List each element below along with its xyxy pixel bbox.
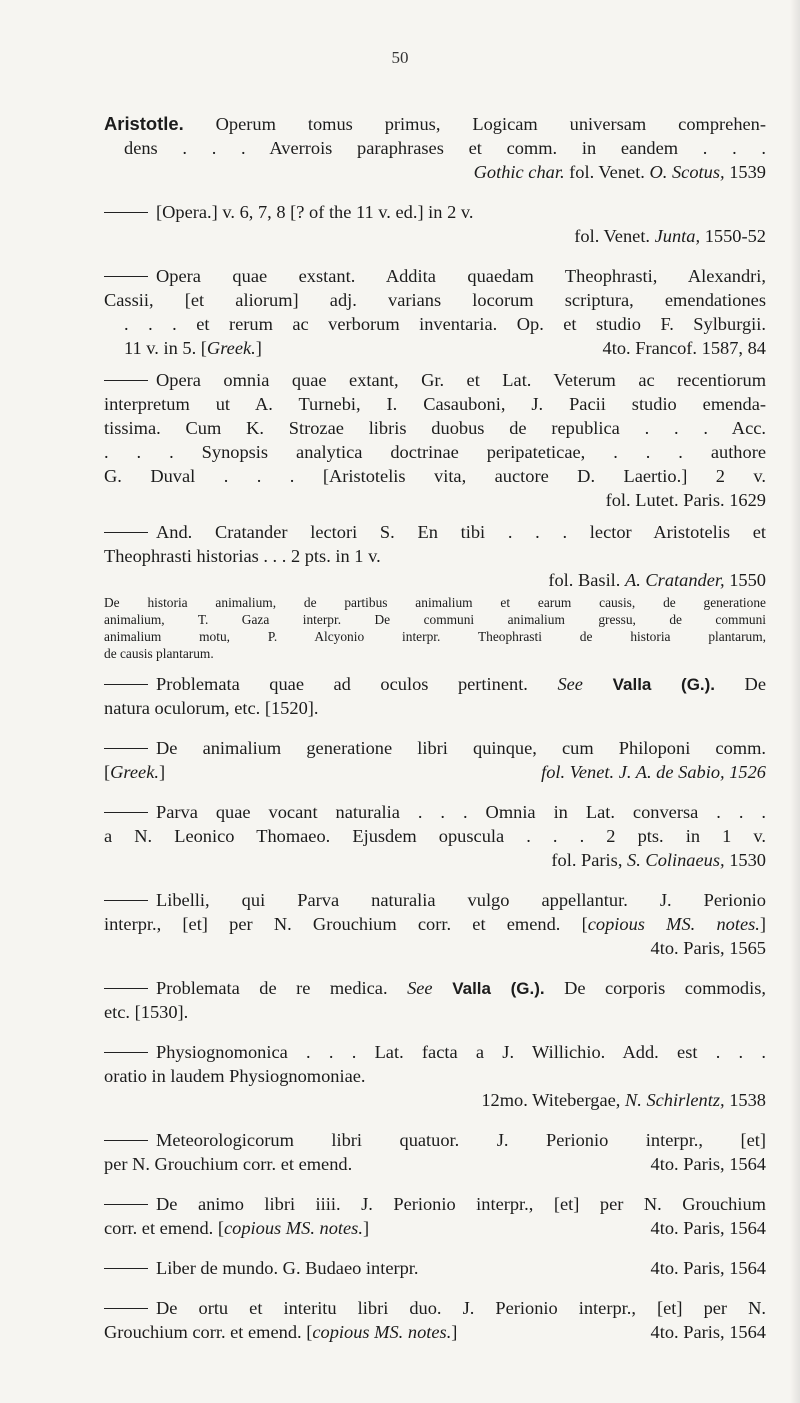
entry-line: oratio in laudem Physiognomoniae. (104, 1066, 366, 1086)
note-line: animalium motu, P. Alcyonio interpr. Theophrasti de historia plantarum, (104, 629, 766, 644)
entry-imprint: Grouchium corr. et emend. [copious MS. notes.] 4to. Paris, 1564 (104, 1322, 766, 1342)
catalogue-entry (104, 888, 766, 960)
ditto-dash (104, 748, 148, 749)
entry-line: De animo libri iiii. J. Perionio interpr., [et] per N. Grouchium (104, 1192, 766, 1216)
entry-line: Meteorologicorum libri quatuor. J. Perionio interpr., [et] (104, 1128, 766, 1152)
entry-imprint: 4to. Paris, 1565 (650, 938, 766, 958)
catalogue-entry (104, 264, 766, 360)
entry-line: tissima. Cum K. Strozae libris duobus de republica . . . Acc. (104, 418, 766, 438)
entry-line: Parva quae vocant naturalia . . . Omnia in Lat. conversa . . . (104, 800, 766, 824)
entry-line: Aristotle. Operum tomus primus, Logicam universam comprehen- (104, 113, 766, 134)
entry-line: De ortu et interitu libri duo. J. Perionio interpr., [et] per N. (104, 1296, 766, 1320)
entry-line: G. Duval . . . [Aristotelis vita, auctore D. Laertio.] 2 v. (104, 466, 766, 486)
entry-line: a N. Leonico Thomaeo. Ejusdem opuscula . . . 2 pts. in 1 v. (104, 826, 766, 846)
ditto-dash (104, 380, 148, 381)
entry-imprint: fol. Venet. Junta, 1550-52 (574, 226, 766, 246)
page-edge-shadow (790, 0, 800, 1403)
entry-line: Problemata quae ad oculos pertinent. See Valla (G.). De (104, 672, 766, 696)
cross-reference: Valla (G.). (582, 675, 716, 694)
entry-line: Libelli, qui Parva naturalia vulgo appellantur. J. Perionio (104, 888, 766, 912)
entry-line: Opera quae exstant. Addita quaedam Theophrasti, Alexandri, (104, 264, 766, 288)
entry-line: interpretum ut A. Turnebi, I. Casauboni, J. Pacii studio emenda- (104, 394, 766, 414)
ditto-dash (104, 988, 148, 989)
catalogue-entry (104, 1296, 766, 1344)
page-number: 50 (391, 48, 409, 67)
entry-imprint: [Greek.] fol. Venet. J. A. de Sabio, 1526 (104, 762, 766, 782)
entry-line: And. Cratander lectori S. En tibi . . . lector Aristotelis et (104, 520, 766, 544)
catalogue-entry (104, 200, 766, 248)
entry-imprint: corr. et emend. [copious MS. notes.] 4to. Paris, 1564 (104, 1218, 766, 1238)
catalogue-entry (104, 976, 766, 1024)
catalogue-entry (104, 1128, 766, 1176)
ditto-dash (104, 684, 148, 685)
note-line: animalium, T. Gaza interpr. De communi animalium gressu, de communi (104, 612, 766, 627)
ditto-dash (104, 1052, 148, 1053)
entry-imprint: Gothic char. fol. Venet. O. Scotus, 1539 (473, 162, 766, 182)
catalogue-entry (104, 672, 766, 720)
entry-imprint: Liber de mundo. G. Budaeo interpr. 4to. Paris, 1564 (104, 1256, 766, 1280)
cross-reference: Valla (G.). (432, 979, 545, 998)
entry-line: Cassii, [et aliorum] adj. varians locorum scriptura, emendationes (104, 290, 766, 310)
entry-line: [Opera.] v. 6, 7, 8 [? of the 11 v. ed.] in 2 v. (104, 200, 766, 224)
catalogue-entry (104, 112, 766, 184)
entry-line: Opera omnia quae extant, Gr. et Lat. Veterum ac recentiorum (104, 368, 766, 392)
entry-heading: Aristotle. (104, 113, 184, 134)
catalogue-entry (104, 1256, 766, 1280)
entry-line: . . . Synopsis analytica doctrinae peripateticae, . . . authore (104, 442, 766, 462)
entry-imprint: 12mo. Witebergae, N. Schirlentz, 1538 (481, 1090, 766, 1110)
entry-line: interpr., [et] per N. Grouchium corr. et emend. [copious MS. notes.] (104, 914, 766, 934)
ditto-dash (104, 900, 148, 901)
catalogue-entry (104, 520, 766, 592)
catalogue-entry (104, 1040, 766, 1112)
note-line: de causis plantarum. (104, 646, 214, 661)
ditto-dash (104, 1268, 148, 1269)
entry-line: De animalium generatione libri quinque, cum Philoponi comm. (104, 736, 766, 760)
entry-imprint: 11 v. in 5. [Greek.] 4to. Francof. 1587, 84 (124, 338, 766, 358)
entry-imprint: fol. Paris, S. Colinaeus, 1530 (551, 850, 766, 870)
entry-line: Problemata de re medica. See Valla (G.). De corporis commodis, (104, 976, 766, 1000)
ditto-dash (104, 812, 148, 813)
catalogue-entry (104, 368, 766, 512)
ditto-dash (104, 532, 148, 533)
entry-line: natura oculorum, etc. [1520]. (104, 698, 319, 718)
contents-note (104, 594, 766, 662)
ditto-dash (104, 212, 148, 213)
catalogue-entry (104, 1192, 766, 1240)
entry-line: Theophrasti historias . . . 2 pts. in 1 v. (104, 546, 381, 566)
entry-imprint: fol. Basil. A. Cratander, 1550 (548, 570, 766, 590)
entry-line: . . . et rerum ac verborum inventaria. Op. et studio F. Sylburgii. (124, 314, 766, 334)
entry-line: dens . . . Averrois paraphrases et comm. in eandem . . . (124, 138, 766, 158)
ditto-dash (104, 1308, 148, 1309)
entry-line: Physiognomonica . . . Lat. facta a J. Willichio. Add. est . . . (104, 1040, 766, 1064)
note-line: De historia animalium, de partibus animalium et earum causis, de generatione (104, 595, 766, 610)
ditto-dash (104, 1204, 148, 1205)
catalogue-entry (104, 736, 766, 784)
ditto-dash (104, 276, 148, 277)
entry-line: etc. [1530]. (104, 1002, 189, 1022)
entry-imprint: fol. Lutet. Paris. 1629 (605, 490, 766, 510)
entry-imprint: per N. Grouchium corr. et emend. 4to. Paris, 1564 (104, 1154, 766, 1174)
catalogue-entry (104, 800, 766, 872)
ditto-dash (104, 1140, 148, 1141)
